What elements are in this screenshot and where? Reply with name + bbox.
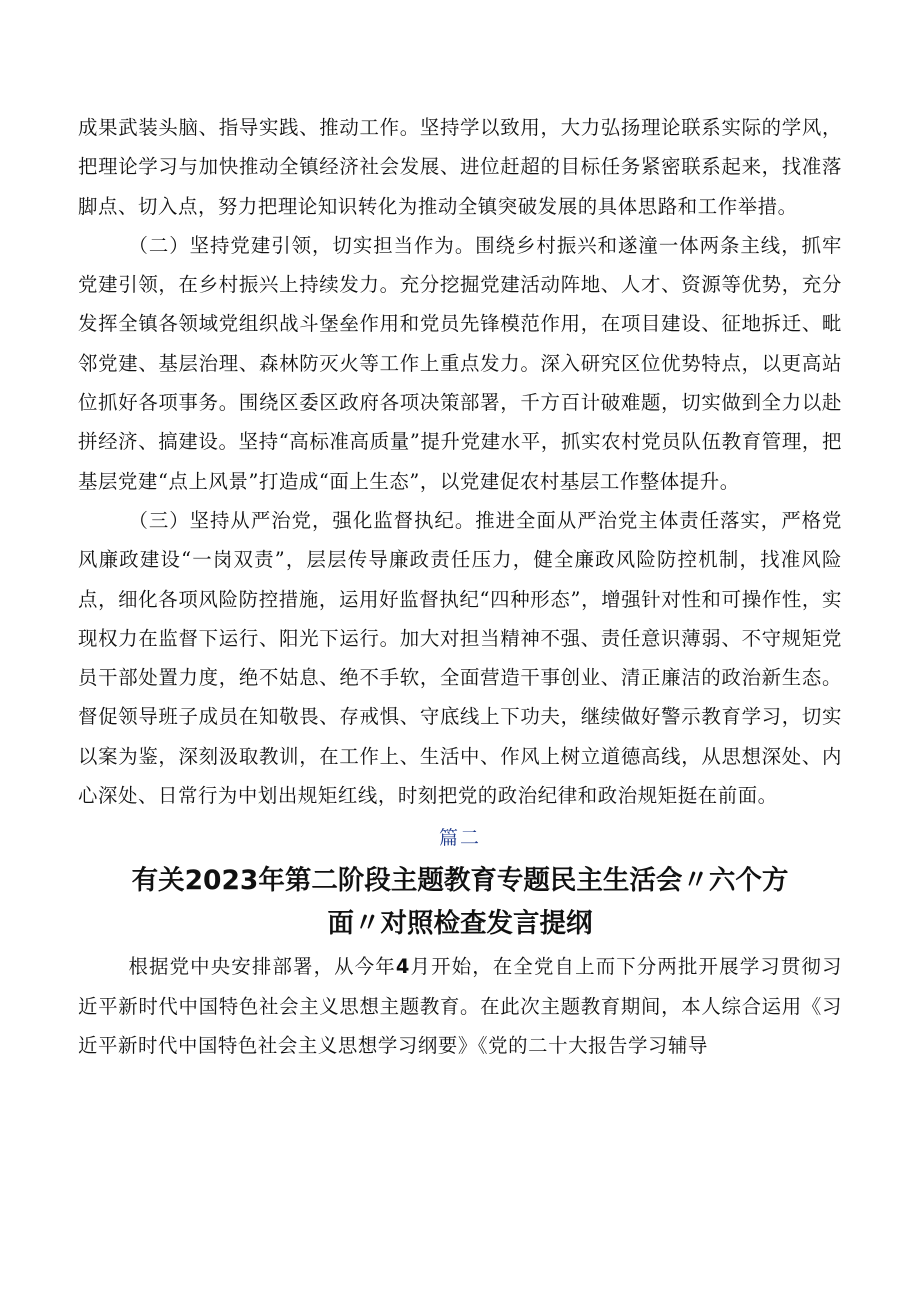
paragraph-4-month-number: 4 [395, 955, 410, 979]
body-paragraph-2: （二）坚持党建引领，切实担当作为。围绕乡村振兴和遂潼一体两条主线，抓牢党建引领，在乡村振兴上持续发力。充分挖掘党建活动阵地、人才、资源等优势，充分发挥全镇各领域党组织战斗堡垒作用和党员先锋模范作用，在项目建设、征地拆迁、毗邻党建、基层治理、森林防灭火等工作上重点发力。深入研究区位优势特点，以更高站位抓好各项事务。围绕区委区政府各项决策部署，千方百计破难题，切实做到全力以赴拼经济、搞建设。坚持“高标准高质量”提升党建水平，抓实农村党员队伍教育管理，把基层党建“点上风景”打造成“面上生态”，以党建促农村基层工作整体提升。 [78, 233, 842, 493]
document-page [78, 108, 842, 1065]
document-title-line-1: 有关2023年第二阶段主题教育专题民主生活会〃六个方 [131, 865, 789, 897]
body-paragraph-4 [78, 947, 842, 1065]
paragraph-4-text-start: 根据党中央安排部署，从今年 [128, 955, 396, 979]
document-title [78, 859, 842, 945]
body-paragraph-1: 成果武装头脑、指导实践、推动工作。坚持学以致用，大力弘扬理论联系实际的学风，把理论学习与加快推动全镇经济社会发展、进位赶超的目标任务紧密联系起来，找准落脚点、切入点，努力把理论知识转化为推动全镇突破发展的具体思路和工作举措。 [78, 116, 842, 218]
document-title-line-2: 面〃对照检查发言提纲 [327, 908, 593, 940]
body-paragraph-3: （三）坚持从严治党，强化监督执纪。推进全面从严治党主体责任落实，严格党风廉政建设“一岗双责”，层层传导廉政责任压力，健全廉政风险防控机制，找准风险点，细化各项风险防控措施，运用好监督执纪“四种形态”，增强针对性和可操作性，实现权力在监督下运行、阳光下运行。加大对担当精神不强、责任意识薄弱、不守规矩党员干部处置力度，绝不姑息、绝不手软，全面营造干事创业、清正廉洁的政治新生态。督促领导班子成员在知敬畏、存戒惧、守底线上下功夫，继续做好警示教育学习，切实以案为鉴，深刻汲取教训，在工作上、生活中、作风上树立道德高线，从思想深处、内心深处、日常行为中划出规矩红线，时刻把党的政治纪律和政治规矩挺在前面。 [78, 508, 842, 808]
paragraph-4-text-end: 月开始，在全党自上而下分两批开展学习贯彻习近平新时代中国特色社会主义思想主题教育。在此次主题教育期间，本人综合运用《习近平新时代中国特色社会主义思想学习纲要》《党的二十大报告学习辅导 [78, 955, 842, 1057]
section-label: 篇二 [438, 827, 481, 850]
